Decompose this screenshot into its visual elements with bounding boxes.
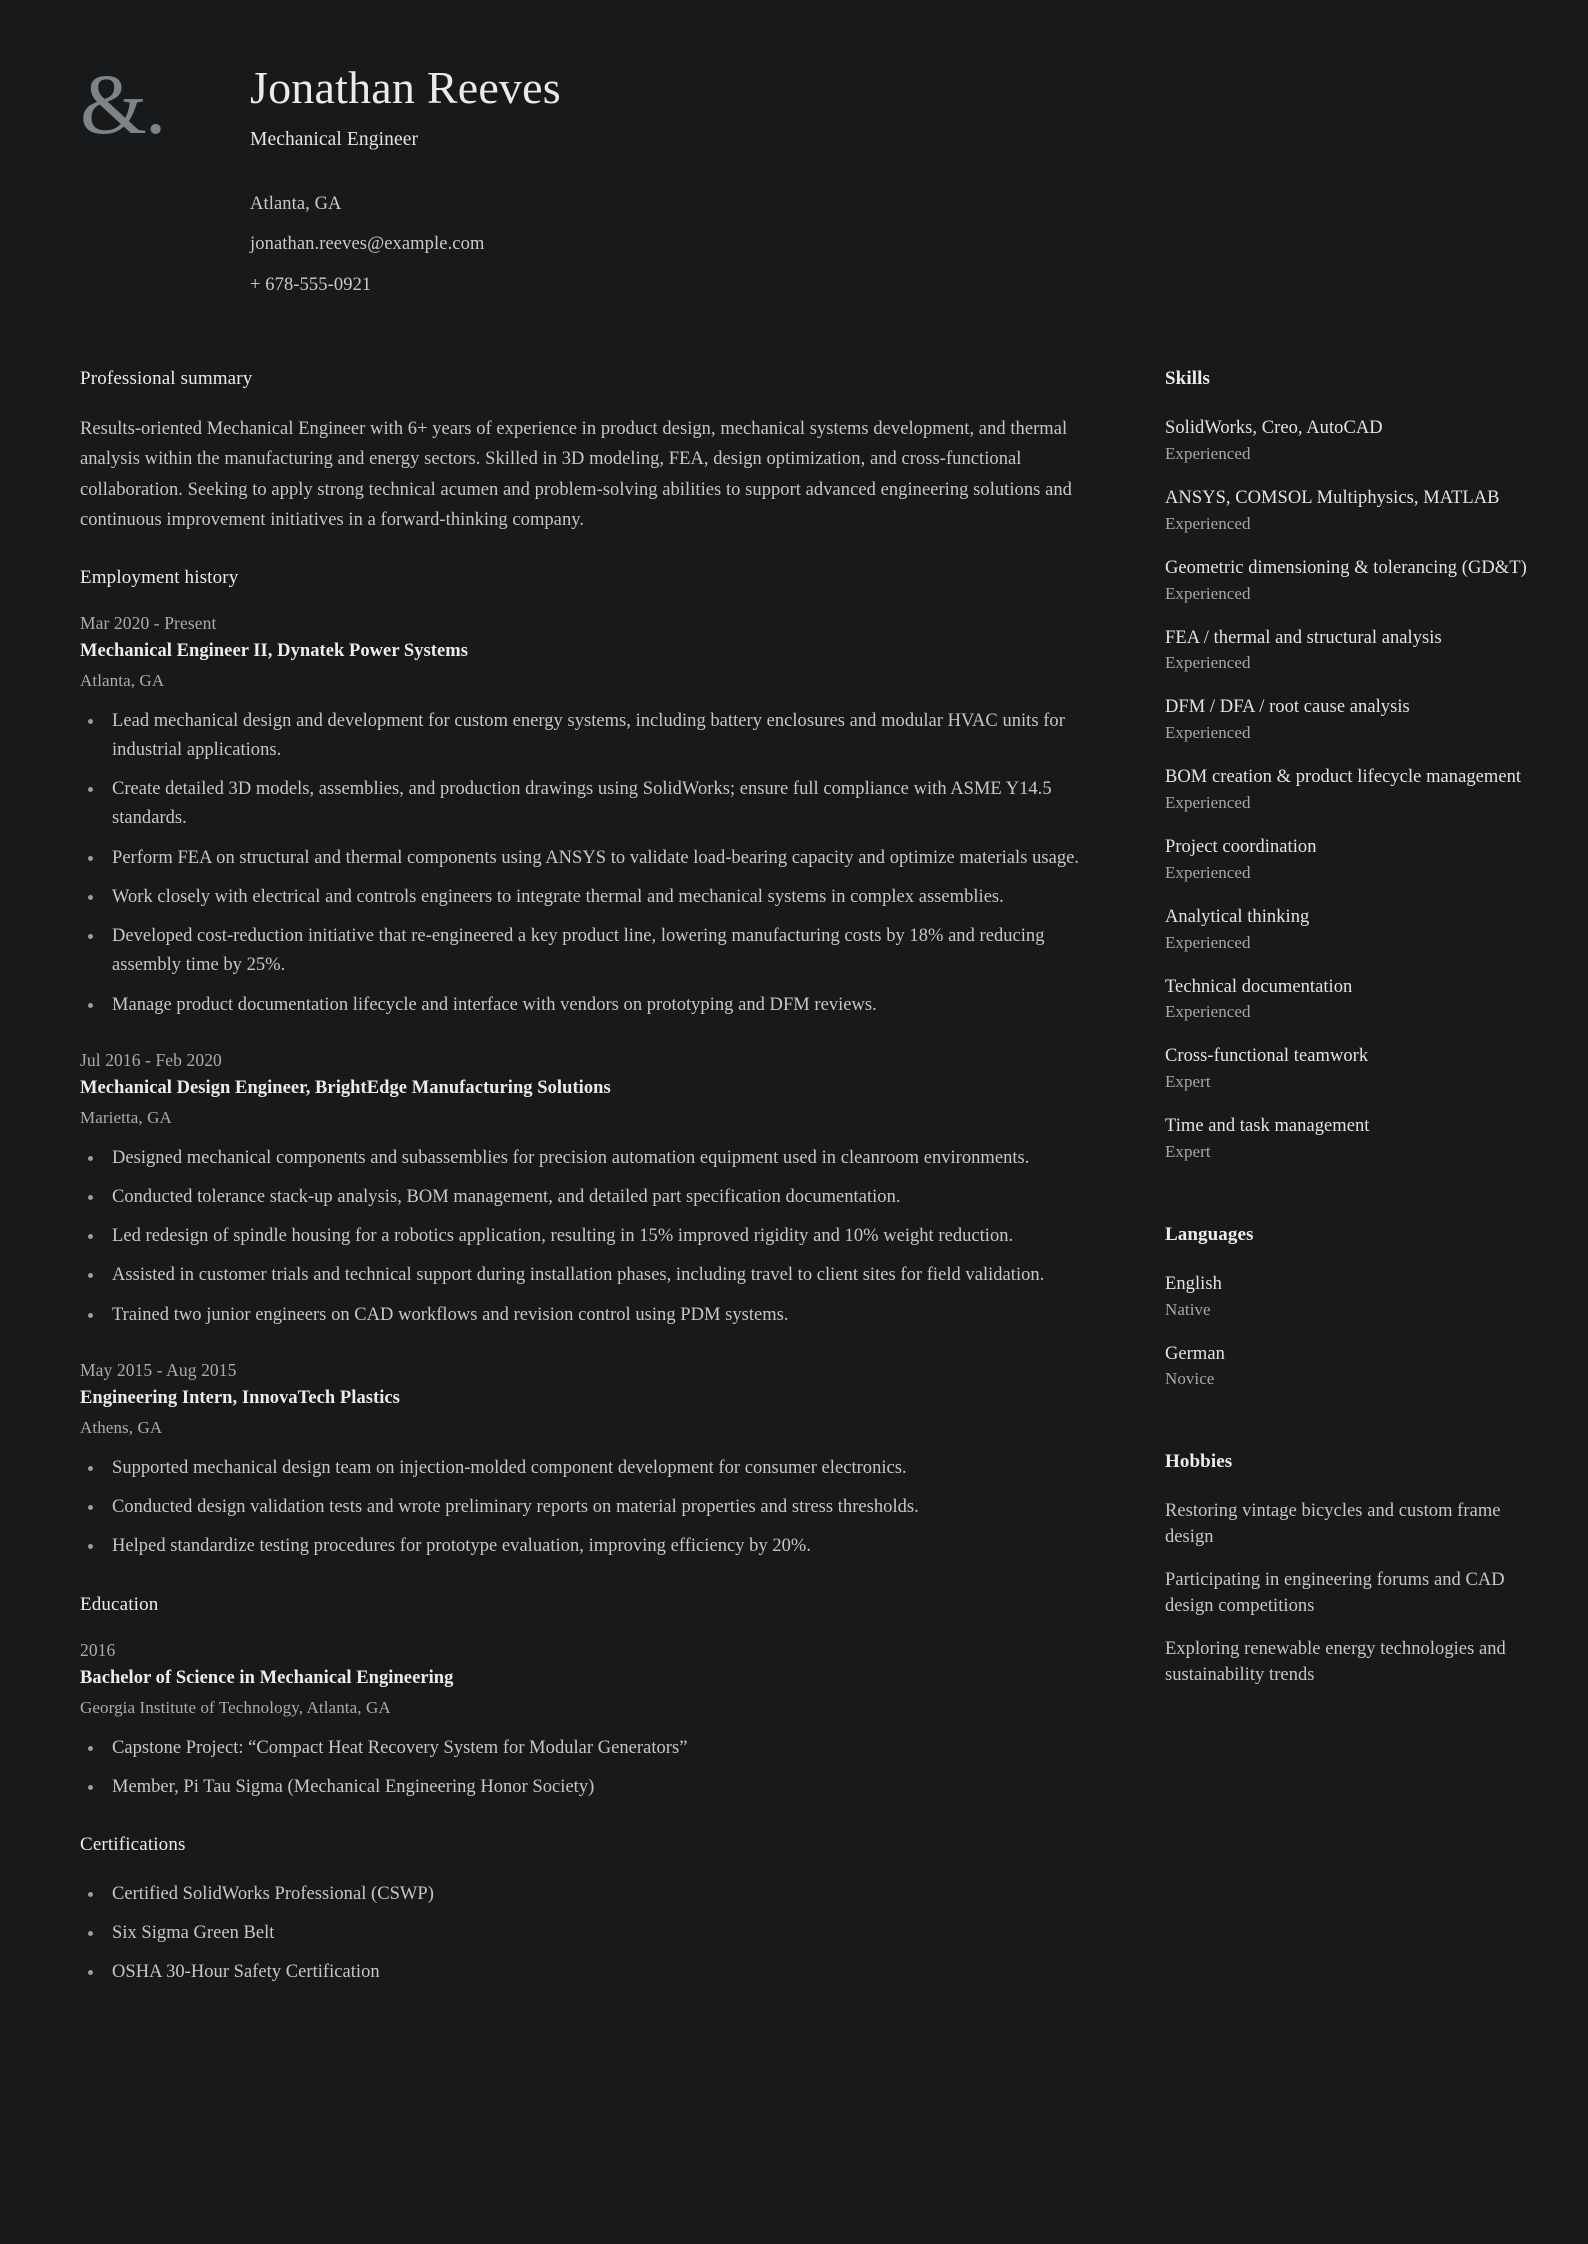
- skill-level: Experienced: [1165, 513, 1251, 533]
- entry-bullets: [80, 707, 1100, 1020]
- entry-dates: May 2015 - Aug 2015: [80, 1359, 237, 1380]
- skill-level: Experienced: [1165, 653, 1251, 673]
- job-title: Mechanical Engineer: [250, 128, 419, 150]
- list-item: Supported mechanical design team on injection-molded component development for consumer electronics.: [80, 1454, 1100, 1483]
- entry-dates: 2016: [80, 1639, 116, 1660]
- language-item: [1165, 1272, 1528, 1320]
- sidebar-spacer: [1165, 1202, 1528, 1224]
- education-entry: [80, 1640, 1100, 1802]
- certifications-list: [80, 1880, 1100, 1988]
- list-item: OSHA 30-Hour Safety Certification: [80, 1958, 1100, 1987]
- skill-level: Experienced: [1165, 583, 1251, 603]
- list-item: Manage product documentation lifecycle and interface with vendors on prototyping and DFM reviews.: [80, 991, 1100, 1020]
- section-skills: [1165, 368, 1528, 1162]
- hobby-item: Exploring renewable energy technologies and sustainability trends: [1165, 1639, 1506, 1685]
- skill-name: BOM creation & product lifecycle management: [1165, 767, 1522, 788]
- skill-level: Experienced: [1165, 444, 1251, 464]
- skill-name: Project coordination: [1165, 836, 1317, 857]
- list-item: Led redesign of spindle housing for a robotics application, resulting in 15% improved rigidity and 10% weight reduction.: [80, 1222, 1100, 1251]
- resume-header: [0, 0, 1588, 316]
- section-heading-languages: Languages: [1165, 1223, 1254, 1245]
- entry-school: Georgia Institute of Technology, Atlanta, GA: [80, 1697, 391, 1717]
- language-level: Native: [1165, 1299, 1211, 1319]
- language-name: German: [1165, 1343, 1225, 1364]
- list-item: Certified SolidWorks Professional (CSWP): [80, 1880, 1100, 1909]
- skill-item: [1165, 975, 1528, 1023]
- entry-location: Atlanta, GA: [80, 670, 165, 690]
- entry-dates: Mar 2020 - Present: [80, 612, 217, 633]
- list-item: Capstone Project: “Compact Heat Recovery System for Modular Generators”: [80, 1734, 1100, 1763]
- section-heading-education: Education: [80, 1593, 159, 1615]
- skill-item: [1165, 1044, 1528, 1092]
- skill-item: [1165, 626, 1528, 674]
- skill-level: Experienced: [1165, 862, 1251, 882]
- section-heading-summary: Professional summary: [80, 368, 253, 390]
- entry-location: Athens, GA: [80, 1417, 163, 1437]
- section-languages: [1165, 1224, 1528, 1390]
- entry-degree: Bachelor of Science in Mechanical Engineering: [80, 1667, 454, 1688]
- section-heading-certifications: Certifications: [80, 1833, 186, 1855]
- entry-dates: Jul 2016 - Feb 2020: [80, 1049, 222, 1070]
- entry-bullets: [80, 1144, 1100, 1330]
- resume-body: [0, 316, 1588, 2019]
- section-heading-hobbies: Hobbies: [1165, 1451, 1233, 1473]
- skill-name: FEA / thermal and structural analysis: [1165, 627, 1442, 648]
- employment-entry: [80, 613, 1100, 1020]
- skill-name: SolidWorks, Creo, AutoCAD: [1165, 418, 1383, 439]
- list-item: Conducted design validation tests and wrote preliminary reports on material properties and stress thresholds.: [80, 1493, 1100, 1522]
- skill-level: Experienced: [1165, 932, 1251, 952]
- hobby-item: Participating in engineering forums and CAD design competitions: [1165, 1570, 1505, 1616]
- skill-item: [1165, 835, 1528, 883]
- skill-item: [1165, 765, 1528, 813]
- list-item: Trained two junior engineers on CAD workflows and revision control using PDM systems.: [80, 1301, 1100, 1330]
- employment-entry: [80, 1050, 1100, 1330]
- entry-role: Engineering Intern, InnovaTech Plastics: [80, 1387, 400, 1408]
- skill-item: [1165, 1114, 1528, 1162]
- skill-level: Experienced: [1165, 792, 1251, 812]
- entry-role: Mechanical Design Engineer, BrightEdge Manufacturing Solutions: [80, 1077, 611, 1098]
- list-item: Helped standardize testing procedures for prototype evaluation, improving efficiency by 20%.: [80, 1532, 1100, 1561]
- section-professional-summary: [80, 368, 1100, 535]
- section-education: [80, 1594, 1100, 1802]
- list-item: Work closely with electrical and controls engineers to integrate thermal and mechanical systems in complex assemblies.: [80, 883, 1100, 912]
- list-item: Member, Pi Tau Sigma (Mechanical Engineering Honor Society): [80, 1773, 1100, 1802]
- skill-item: [1165, 905, 1528, 953]
- list-item: Developed cost-reduction initiative that re-engineered a key product line, lowering manufacturing costs by 18% and reducing assembly time by 25%.: [80, 922, 1100, 980]
- list-item: Perform FEA on structural and thermal components using ANSYS to validate load-bearing capacity and optimize materials usage.: [80, 844, 1100, 873]
- contact-phone: + 678-555-0921: [250, 274, 372, 295]
- skill-name: Time and task management: [1165, 1116, 1370, 1137]
- entry-bullets: [80, 1454, 1100, 1562]
- page-title: Jonathan Reeves: [250, 62, 561, 113]
- main-column: [0, 368, 1160, 2019]
- skill-name: Cross-functional teamwork: [1165, 1046, 1369, 1067]
- skill-name: Geometric dimensioning & tolerancing (GD&T): [1165, 557, 1527, 578]
- section-hobbies: [1165, 1451, 1528, 1688]
- section-certifications: [80, 1834, 1100, 1988]
- skill-name: Technical documentation: [1165, 976, 1353, 997]
- section-heading-skills: Skills: [1165, 368, 1210, 390]
- employment-entry: [80, 1360, 1100, 1562]
- skill-name: DFM / DFA / root cause analysis: [1165, 697, 1410, 718]
- list-item: Designed mechanical components and subassemblies for precision automation equipment used in cleanroom environments.: [80, 1144, 1100, 1173]
- header-main: [250, 58, 1588, 316]
- ampersand-logo-icon: &.: [80, 56, 165, 152]
- entry-role: Mechanical Engineer II, Dynatek Power Systems: [80, 640, 468, 661]
- section-employment-history: [80, 567, 1100, 1562]
- skill-level: Expert: [1165, 1141, 1211, 1161]
- skill-item: [1165, 695, 1528, 743]
- skill-item: [1165, 486, 1528, 534]
- list-item: Six Sigma Green Belt: [80, 1919, 1100, 1948]
- language-item: [1165, 1342, 1528, 1390]
- language-name: English: [1165, 1273, 1222, 1294]
- list-item: Assisted in customer trials and technical support during installation phases, including travel to client sites for field validation.: [80, 1261, 1100, 1290]
- hobby-item: Restoring vintage bicycles and custom frame design: [1165, 1501, 1501, 1547]
- contact-email: jonathan.reeves@example.com: [250, 234, 485, 255]
- skill-level: Experienced: [1165, 1002, 1251, 1022]
- language-level: Novice: [1165, 1369, 1215, 1389]
- skill-name: ANSYS, COMSOL Multiphysics, MATLAB: [1165, 488, 1500, 509]
- list-item: Create detailed 3D models, assemblies, and production drawings using SolidWorks; ensure full compliance with ASME Y14.5 standards.: [80, 775, 1100, 833]
- section-heading-employment: Employment history: [80, 566, 239, 588]
- list-item: Lead mechanical design and development for custom energy systems, including battery enclosures and modular HVAC units for industrial applications.: [80, 707, 1100, 765]
- entry-location: Marietta, GA: [80, 1107, 172, 1127]
- contact-location: Atlanta, GA: [250, 193, 342, 214]
- list-item: Conducted tolerance stack-up analysis, BOM management, and detailed part specification documentation.: [80, 1183, 1100, 1212]
- skill-level: Experienced: [1165, 723, 1251, 743]
- skill-level: Expert: [1165, 1072, 1211, 1092]
- sidebar-column: [1160, 368, 1588, 1728]
- skill-item: [1165, 556, 1528, 604]
- entry-bullets: [80, 1734, 1100, 1802]
- sidebar-spacer: [1165, 1429, 1528, 1451]
- summary-text: Results-oriented Mechanical Engineer with 6+ years of experience in product design, mechanical systems development, and thermal analysis within the manufacturing and energy sectors. Skilled in 3D modeling, FEA, design optimization, and cross-functional collaboration. Seeking to apply strong technical acumen and problem-solving abilities to support advanced engineering solutions and continuous improvement initiatives in a forward-thinking company.: [80, 419, 1072, 530]
- skill-item: [1165, 416, 1528, 464]
- skill-name: Analytical thinking: [1165, 906, 1310, 927]
